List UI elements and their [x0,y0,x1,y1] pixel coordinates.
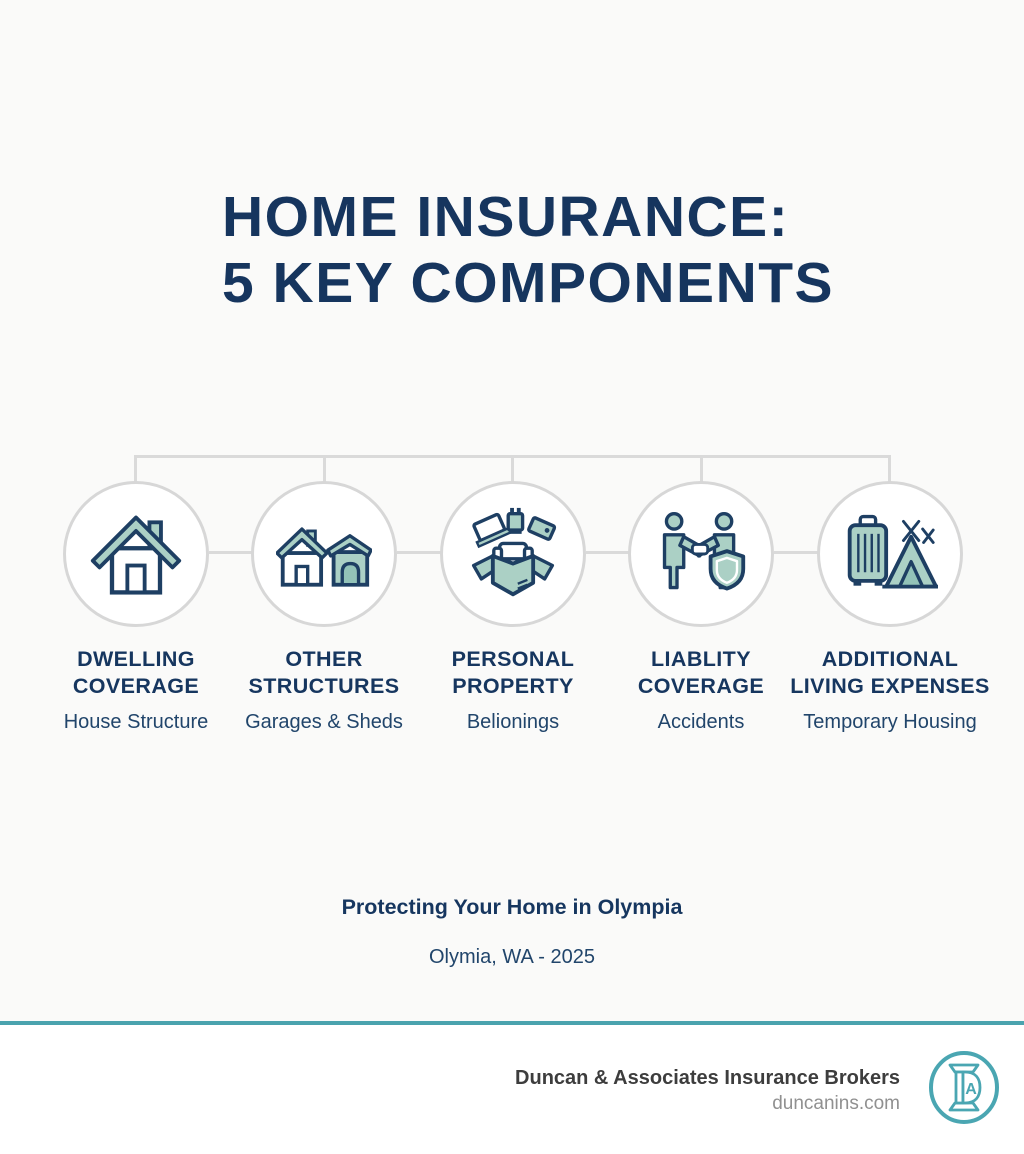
component-subtitle: Temporary Housing [803,711,977,733]
connector-link [774,551,818,554]
component-title: ADDITIONAL LIVING EXPENSES [790,647,990,698]
component-subtitle: Accidents [657,711,745,733]
component-subtitle: Garages & Sheds [245,711,403,733]
component-title: OTHER STRUCTURES [248,647,400,698]
connector-drop [511,455,514,483]
component-label-other-structures [214,646,434,734]
handshake-shield-icon [653,506,749,602]
component-circle-dwelling [63,481,209,627]
open-box-icon [465,506,561,602]
component-title: PERSONAL PROPERTY [451,647,575,698]
connector-link [209,551,253,554]
company-name: Duncan & Associates Insurance Brokers [515,1067,900,1089]
component-label-liability [591,646,811,734]
page-title-line2: 5 KEY COMPONENTS [222,251,835,315]
component-circle-additional-living [817,481,963,627]
connector-drop [700,455,703,483]
house-and-shed-icon [276,506,372,602]
house-icon [88,506,184,602]
company-logo-icon [928,1050,1000,1125]
connector-link [397,551,441,554]
tagline-subheading: Olymia, WA - 2025 [429,946,595,968]
footer-text-block [515,1066,900,1115]
component-subtitle: House Structure [63,711,209,733]
page-title-line1: HOME INSURANCE: [222,185,790,249]
page-title [222,184,834,316]
tagline-heading: Protecting Your Home in Olympia [341,895,683,919]
component-circle-other-structures [251,481,397,627]
component-label-dwelling [26,646,246,734]
component-circle-personal-property [440,481,586,627]
svg-text:A: A [965,1081,977,1098]
component-title: LIABLITY COVERAGE [637,647,765,698]
connector-drop [888,455,891,483]
suitcase-tent-icon [842,506,938,602]
component-subtitle: Belionings [466,711,560,733]
component-circle-liability [628,481,774,627]
component-label-additional-living [780,646,1000,734]
connector-drop [323,455,326,483]
component-title: DWELLING COVERAGE [72,647,200,698]
connector-link [586,551,630,554]
component-label-personal-property [403,646,623,734]
connector-drop [134,455,137,483]
company-website: duncanins.com [772,1093,900,1114]
